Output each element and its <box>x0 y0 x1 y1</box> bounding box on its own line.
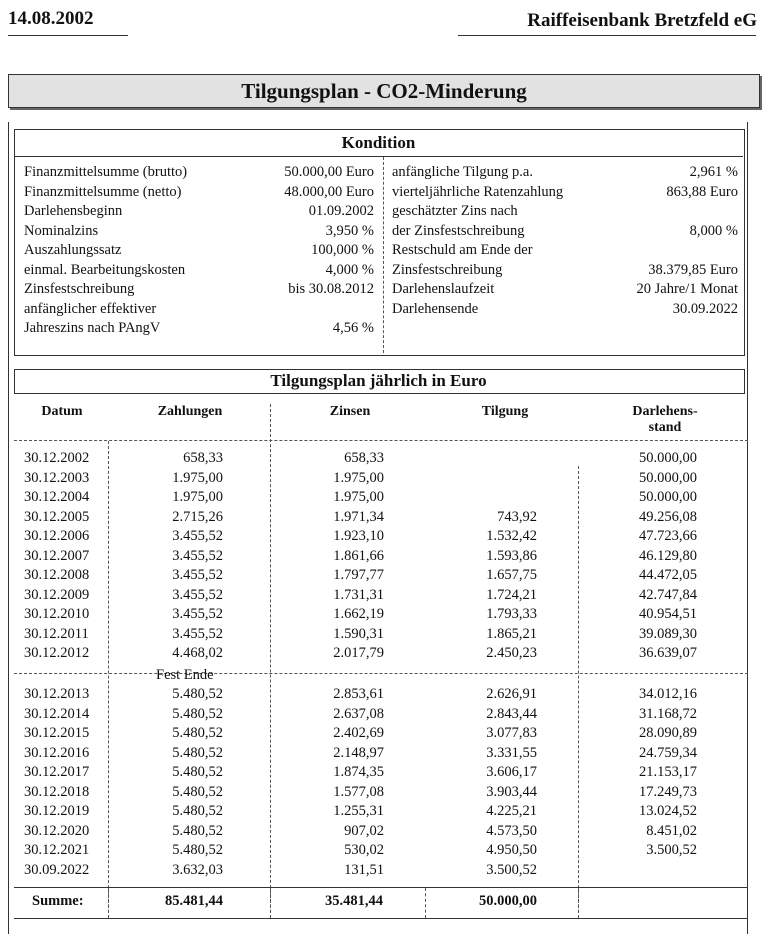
cell-zahlungen: 3.455,52 <box>172 606 223 622</box>
cell-tilgung: 743,92 <box>497 508 537 525</box>
sum-col-rule-2 <box>270 888 271 918</box>
kondition-label: anfänglicher effektiver <box>24 300 157 317</box>
cell-datum: 30.12.2012 <box>24 645 90 661</box>
cell-zahlungen: 5.480,52 <box>172 686 223 702</box>
sum-zahlungen: 85.481,44 <box>165 893 223 909</box>
table-row <box>14 823 748 842</box>
cell-tilgung: 2.626,91 <box>486 686 537 702</box>
kondition-label: einmal. Bearbeitungskosten <box>24 261 186 278</box>
cell-zahlungen: 3.455,52 <box>172 528 223 544</box>
cell-datum: 30.12.2020 <box>24 822 90 839</box>
kondition-value: 30.09.2022 <box>672 300 738 317</box>
table-row <box>14 686 748 705</box>
sum-zinsen: 35.481,44 <box>325 893 383 909</box>
cell-tilgung: 1.793,33 <box>486 606 537 622</box>
kondition-value: 50.000,00 Euro <box>284 164 374 180</box>
cell-darlehensstand: 31.168,72 <box>639 705 697 722</box>
cell-datum: 30.12.2014 <box>24 705 90 722</box>
cell-zinsen: 658,33 <box>344 450 384 466</box>
cell-datum: 30.12.2009 <box>24 586 90 603</box>
table-row <box>14 489 748 508</box>
cell-zinsen: 1.255,31 <box>333 803 384 819</box>
cell-datum: 30.12.2018 <box>24 783 90 800</box>
kondition-value: 863,88 Euro <box>666 183 738 200</box>
cell-datum: 30.12.2010 <box>24 606 90 622</box>
cell-darlehensstand: 24.759,34 <box>639 744 697 761</box>
cell-tilgung: 4.225,21 <box>486 803 537 819</box>
cell-darlehensstand: 49.256,08 <box>639 508 697 525</box>
cell-zinsen: 2.148,97 <box>333 744 384 761</box>
kondition-label: Jahreszins nach PAngV <box>24 320 161 336</box>
cell-zinsen: 2.853,61 <box>333 686 384 702</box>
cell-datum: 30.12.2008 <box>24 567 90 583</box>
col-header-tilgung: Tilgung <box>481 404 529 419</box>
cell-datum: 30.12.2007 <box>24 547 90 564</box>
table-row <box>14 626 748 645</box>
sum-col-rule-4 <box>578 888 579 918</box>
table-row <box>14 725 748 744</box>
cell-darlehensstand: 28.090,89 <box>639 725 697 741</box>
sum-tilgung: 50.000,00 <box>479 893 537 909</box>
kondition-label: Auszahlungssatz <box>24 242 122 258</box>
cell-zahlungen: 1.975,00 <box>172 489 223 505</box>
cell-zahlungen: 2.715,26 <box>172 508 223 525</box>
cell-zahlungen: 3.632,03 <box>172 861 223 878</box>
cell-datum: 30.12.2011 <box>24 625 89 642</box>
cell-zahlungen: 1.975,00 <box>172 469 223 486</box>
fest-ende-separator <box>14 673 748 674</box>
cell-zahlungen: 3.455,52 <box>172 547 223 564</box>
table-row <box>14 450 748 469</box>
cell-zinsen: 1.975,00 <box>333 489 384 505</box>
cell-darlehensstand: 36.639,07 <box>639 645 697 661</box>
col-header-darlehensstand <box>600 404 730 436</box>
cell-zinsen: 1.923,10 <box>333 528 384 544</box>
kondition-divider <box>383 157 384 353</box>
cell-zinsen: 907,02 <box>344 822 384 839</box>
table-row <box>14 645 748 664</box>
kondition-label: der Zinsfestschreibung <box>392 222 525 239</box>
kondition-value: 4,56 % <box>332 320 374 336</box>
cell-zahlungen: 3.455,52 <box>172 586 223 603</box>
cell-darlehensstand: 39.089,30 <box>639 625 697 642</box>
cell-datum: 30.12.2017 <box>24 764 90 780</box>
kondition-value: 4,000 % <box>325 261 374 278</box>
cell-zinsen: 530,02 <box>344 842 384 858</box>
cell-tilgung: 1.724,21 <box>486 586 537 603</box>
cell-darlehensstand: 34.012,16 <box>639 686 697 702</box>
kondition-label: Darlehensbeginn <box>24 203 123 219</box>
kondition-value: 8,000 % <box>689 222 738 239</box>
kondition-value: 100,000 % <box>311 242 374 258</box>
cell-zinsen: 1.861,66 <box>333 547 384 564</box>
header-rule-right <box>458 35 756 36</box>
cell-datum: 30.12.2005 <box>24 508 90 525</box>
sum-col-rule-1 <box>108 888 109 918</box>
cell-zinsen: 1.971,34 <box>333 508 384 525</box>
cell-tilgung: 2.843,44 <box>486 705 537 722</box>
cell-tilgung: 4.950,50 <box>486 842 537 858</box>
document-date: 14.08.2002 <box>8 8 94 29</box>
table-row <box>14 528 748 547</box>
cell-darlehensstand: 17.249,73 <box>639 783 697 800</box>
cell-darlehensstand: 40.954,51 <box>639 606 697 622</box>
kondition-label: Nominalzins <box>24 222 99 239</box>
table-row <box>14 606 748 625</box>
cell-datum: 30.12.2004 <box>24 489 90 505</box>
kondition-label: geschätzter Zins nach <box>392 203 518 219</box>
col-header-zahlungen: Zahlungen <box>157 404 223 419</box>
cell-zinsen: 131,51 <box>344 861 384 878</box>
sum-col-rule-3 <box>425 888 426 918</box>
cell-zinsen: 1.874,35 <box>333 764 384 780</box>
cell-tilgung: 1.532,42 <box>486 528 537 544</box>
cell-tilgung: 1.657,75 <box>486 567 537 583</box>
table-row <box>14 706 748 725</box>
kondition-title-separator <box>14 156 743 157</box>
cell-zahlungen: 4.468,02 <box>172 645 223 661</box>
table-row <box>14 803 748 822</box>
table-row <box>14 548 748 567</box>
cell-zahlungen: 3.455,52 <box>172 625 223 642</box>
kondition-label: anfängliche Tilgung p.a. <box>392 164 533 180</box>
cell-zahlungen: 5.480,52 <box>172 783 223 800</box>
cell-zahlungen: 5.480,52 <box>172 803 223 819</box>
cell-zahlungen: 5.480,52 <box>172 725 223 741</box>
cell-datum: 30.09.2022 <box>24 861 90 878</box>
cell-tilgung: 3.500,52 <box>486 861 537 878</box>
kondition-value: 20 Jahre/1 Monat <box>636 281 738 297</box>
cell-datum: 30.12.2003 <box>24 469 90 486</box>
kondition-label: Finanzmittelsumme (netto) <box>24 183 182 200</box>
cell-zinsen: 1.731,31 <box>333 586 384 603</box>
kondition-value: 3,950 % <box>325 222 374 239</box>
sum-label: Summe: <box>32 893 84 909</box>
page-title: Tilgungsplan - CO2-Minderung <box>8 74 760 108</box>
cell-tilgung: 2.450,23 <box>486 645 537 661</box>
plan-title: Tilgungsplan jährlich in Euro <box>270 371 487 390</box>
cell-darlehensstand: 13.024,52 <box>639 803 697 819</box>
header-separator <box>14 440 748 441</box>
cell-datum: 30.12.2016 <box>24 744 90 761</box>
bank-name: Raiffeisenbank Bretzfeld eG <box>527 10 757 31</box>
col-header-darlehensstand-line2: stand <box>648 420 682 435</box>
cell-zinsen: 2.402,69 <box>333 725 384 741</box>
kondition-label: Darlehenslaufzeit <box>392 281 495 297</box>
table-row <box>14 509 748 528</box>
cell-datum: 30.12.2019 <box>24 803 90 819</box>
cell-darlehensstand: 46.129,80 <box>639 547 697 564</box>
table-row <box>14 567 748 586</box>
cell-darlehensstand: 8.451,02 <box>646 822 697 839</box>
cell-zahlungen: 5.480,52 <box>172 705 223 722</box>
table-row <box>14 764 748 783</box>
kondition-label: Finanzmittelsumme (brutto) <box>24 164 188 180</box>
cell-zahlungen: 5.480,52 <box>172 764 223 780</box>
cell-darlehensstand: 50.000,00 <box>639 489 697 505</box>
cell-tilgung: 3.331,55 <box>486 744 537 761</box>
cell-zinsen: 2.017,79 <box>333 645 384 661</box>
cell-darlehensstand: 50.000,00 <box>639 469 697 486</box>
cell-datum: 30.12.2013 <box>24 686 90 702</box>
fest-ende-label: Fest Ende <box>156 667 214 683</box>
kondition-label: Zinsfestschreibung <box>392 261 503 278</box>
cell-darlehensstand: 50.000,00 <box>639 450 697 466</box>
kondition-value: 38.379,85 Euro <box>648 261 738 278</box>
cell-zinsen: 1.662,19 <box>333 606 384 622</box>
cell-zinsen: 1.975,00 <box>333 469 384 486</box>
cell-tilgung: 1.865,21 <box>486 625 537 642</box>
cell-zahlungen: 658,33 <box>183 450 223 466</box>
cell-darlehensstand: 44.472,05 <box>639 567 697 583</box>
kondition-value: 2,961 % <box>689 164 738 180</box>
cell-zahlungen: 5.480,52 <box>172 842 223 858</box>
header-rule-left <box>8 35 128 36</box>
cell-zinsen: 1.797,77 <box>333 567 384 583</box>
cell-datum: 30.12.2002 <box>24 450 90 466</box>
cell-darlehensstand: 3.500,52 <box>646 842 697 858</box>
cell-datum: 30.12.2006 <box>24 528 90 544</box>
table-row <box>14 587 748 606</box>
cell-darlehensstand: 42.747,84 <box>639 586 697 603</box>
kondition-title: Kondition <box>341 133 416 152</box>
table-row <box>14 842 748 861</box>
kondition-label: vierteljährliche Ratenzahlung <box>392 183 564 200</box>
cell-darlehensstand: 21.153,17 <box>639 764 697 780</box>
cell-zahlungen: 3.455,52 <box>172 567 223 583</box>
cell-datum: 30.12.2021 <box>24 842 90 858</box>
cell-zahlungen: 5.480,52 <box>172 744 223 761</box>
cell-tilgung: 3.903,44 <box>486 783 537 800</box>
kondition-value: 01.09.2002 <box>308 203 374 219</box>
cell-tilgung: 4.573,50 <box>486 822 537 839</box>
cell-darlehensstand: 47.723,66 <box>639 528 697 544</box>
kondition-value: 48.000,00 Euro <box>284 183 374 200</box>
cell-zahlungen: 5.480,52 <box>172 822 223 839</box>
kondition-label: Zinsfestschreibung <box>24 281 135 297</box>
cell-zinsen: 2.637,08 <box>333 705 384 722</box>
kondition-label: Darlehensende <box>392 300 479 317</box>
cell-tilgung: 3.077,83 <box>486 725 537 741</box>
table-row <box>14 862 748 881</box>
col-header-darlehensstand-line1: Darlehens- <box>632 404 698 419</box>
cell-zinsen: 1.590,31 <box>333 625 384 642</box>
table-row <box>14 745 748 764</box>
table-row <box>14 470 748 489</box>
cell-tilgung: 1.593,86 <box>486 547 537 564</box>
col-header-datum: Datum <box>41 404 83 419</box>
cell-datum: 30.12.2015 <box>24 725 90 741</box>
table-row <box>14 784 748 803</box>
cell-tilgung: 3.606,17 <box>486 764 537 780</box>
cell-zinsen: 1.577,08 <box>333 783 384 800</box>
sum-rule-top <box>14 887 748 888</box>
kondition-value: bis 30.08.2012 <box>288 281 374 297</box>
kondition-label: Restschuld am Ende der <box>392 242 533 258</box>
sum-rule-bottom <box>14 918 748 919</box>
col-header-zinsen: Zinsen <box>329 404 371 419</box>
